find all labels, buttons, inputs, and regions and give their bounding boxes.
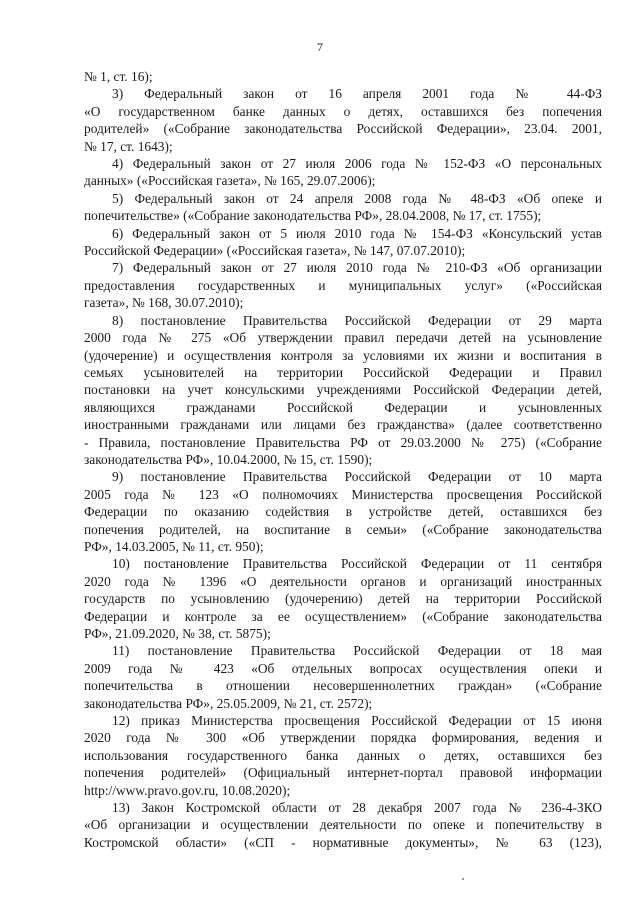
text-line: № 17, ст. 1643); <box>84 138 173 154</box>
text-line: попечения родителей, на воспитание в семьи» («Собрание законодательства <box>84 521 602 537</box>
paragraph <box>84 799 602 851</box>
text-line: 2020 года № 1396 «О деятельности органов и организаций иностранных <box>84 573 602 589</box>
paragraph <box>84 68 602 85</box>
text-line: № 1, ст. 16); <box>84 69 153 84</box>
paragraph <box>84 225 602 260</box>
text-line: Костромской области» («СП - нормативные документы», № 63 (123), <box>84 834 602 850</box>
text-line: 8) постановление Правительства Российской Федерации от 29 марта <box>112 312 602 328</box>
text-line: иностранными гражданами или лицами без гражданства» (далее соответственно <box>84 417 602 433</box>
text-line: родителей» («Собрание законодательства Российской Федерации», 23.04. 2001, <box>84 121 602 137</box>
text-line: постановки на учет консульскими учреждениями Российской Федерации детей, <box>84 382 602 398</box>
text-line: использования государственного банка данных о детях, оставшихся без <box>84 747 602 763</box>
text-line: 11) постановление Правительства Российской Федерации от 18 мая <box>112 643 602 659</box>
paragraph <box>84 555 602 642</box>
text-line: 12) приказ Министерства просвещения Российской Федерации от 15 июня <box>112 713 602 729</box>
text-line: законодательства РФ», 10.04.2000, № 15, ст. 1590); <box>84 451 373 467</box>
text-line: 2020 года № 300 «Об утверждении порядка формирования, ведения и <box>84 730 602 746</box>
text-line: (удочерение) и осуществления контроля за условиями их жизни и воспитания в <box>84 347 602 363</box>
text-line: 5) Федеральный закон от 24 апреля 2008 года № 48-ФЗ «Об опеке и <box>112 190 602 206</box>
text-line: 13) Закон Костромской области от 28 декабря 2007 года № 236-4-ЗКО <box>112 800 602 816</box>
text-line: РФ», 14.03.2005, № 11, ст. 950); <box>84 538 264 554</box>
text-line: 2000 года № 275 «Об утверждении правил передачи детей на усыновление <box>84 330 602 346</box>
scan-artifact-dot <box>462 878 464 880</box>
text-line: http://www.pravo.gov.ru, 10.08.2020); <box>84 782 291 798</box>
text-line: попечения родителей» (Официальный интернет-портал правовой информации <box>84 765 602 781</box>
text-line: Российской Федерации» («Российская газета», № 147, 07.07.2010); <box>84 243 466 259</box>
text-line: семьях усыновителей на территории Российской Федерации и Правил <box>84 364 602 380</box>
paragraph <box>84 468 602 555</box>
text-line: - Правила, постановление Правительства РФ от 29.03.2000 № 275) («Собрание <box>84 434 602 450</box>
text-line: 9) постановление Правительства Российской Федерации от 10 марта <box>112 469 602 485</box>
text-line: 2005 года № 123 «О полномочиях Министерства просвещения Российской <box>84 486 602 502</box>
paragraph <box>84 85 602 155</box>
document-body <box>84 68 602 851</box>
text-line: государств по усыновлению (удочерению) детей на территории Российской <box>84 591 602 607</box>
paragraph <box>84 712 602 799</box>
paragraph <box>84 190 602 225</box>
paragraph <box>84 259 602 311</box>
paragraph <box>84 155 602 190</box>
text-line: 10) постановление Правительства Российской Федерации от 11 сентября <box>112 556 602 572</box>
text-line: предоставления государственных и муниципальных услуг» («Российская <box>84 277 602 293</box>
text-line: законодательства РФ», 25.05.2009, № 21, ст. 2572); <box>84 695 373 711</box>
paragraph <box>84 642 602 712</box>
text-line: Федерации по оказанию содействия в устройстве детей, оставшихся без <box>84 504 602 520</box>
text-line: являющихся гражданами Российской Федерации и усыновленных <box>84 399 602 415</box>
text-line: «Об организации и осуществлении деятельности по опеке и попечительству в <box>84 817 602 833</box>
page-number: 7 <box>317 40 323 54</box>
text-line: данных» («Российская газета», № 165, 29.07.2006); <box>84 173 376 189</box>
text-line: 2009 года № 423 «Об отдельных вопросах осуществления опеки и <box>84 660 602 676</box>
text-line: попечительстве» («Собрание законодательства РФ», 28.04.2008, № 17, ст. 1755); <box>84 208 542 224</box>
text-line: газета», № 168, 30.07.2010); <box>84 295 244 311</box>
paragraph <box>84 312 602 469</box>
text-line: попечительства в отношении несовершеннолетних граждан» («Собрание <box>84 678 602 694</box>
text-line: 6) Федеральный закон от 5 июля 2010 года № 154-ФЗ «Консульский устав <box>112 225 602 241</box>
text-line: 7) Федеральный закон от 27 июля 2010 года № 210-ФЗ «Об организации <box>112 260 602 276</box>
text-line: 4) Федеральный закон от 27 июля 2006 года № 152-ФЗ «О персональных <box>112 156 602 172</box>
text-line: Федерации и контроле за ее осуществлением» («Собрание законодательства <box>84 608 602 624</box>
text-line: 3) Федеральный закон от 16 апреля 2001 года № 44-ФЗ <box>112 86 602 102</box>
text-line: «О государственном банке данных о детях, оставшихся без попечения <box>84 103 602 119</box>
text-line: РФ», 21.09.2020, № 38, ст. 5875); <box>84 626 271 641</box>
